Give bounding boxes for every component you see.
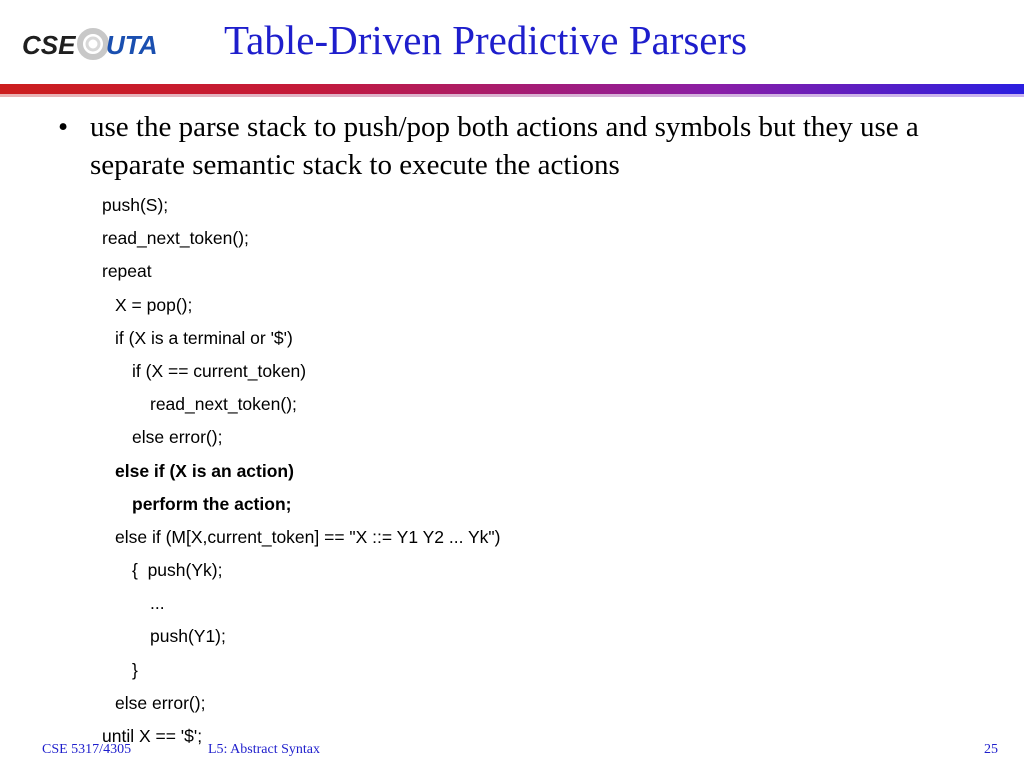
code-line: repeat <box>102 261 152 282</box>
code-line: } <box>132 659 138 680</box>
code-block <box>102 189 1002 753</box>
code-line: read_next_token(); <box>102 228 249 249</box>
footer-course: CSE 5317/4305 <box>42 742 132 757</box>
code-line: else error(); <box>115 692 206 713</box>
bullet-marker: • <box>58 111 69 143</box>
code-line: ... <box>150 593 165 614</box>
code-line: push(S); <box>102 195 169 215</box>
code-line: else if (X is an action) <box>115 460 294 481</box>
bullet-text: use the parse stack to push/pop both actions and symbols but they use a separate semantic stack to execute the actions <box>90 111 919 181</box>
code-line: push(Y1); <box>150 626 226 647</box>
code-line: read_next_token(); <box>150 394 297 415</box>
slide-footer <box>0 738 1024 764</box>
code-line: if (X == current_token) <box>132 360 307 381</box>
code-line: else if (M[X,current_token] == "X ::= Y1 Y2 ... Yk") <box>115 526 501 547</box>
footer-page-number: 25 <box>984 742 998 757</box>
logo-cse-text: CSE <box>22 30 76 60</box>
code-line: else error(); <box>132 427 223 448</box>
footer-lecture: L5: Abstract Syntax <box>208 742 320 757</box>
logo-uta-text: UTA <box>106 30 158 60</box>
title-divider-shadow <box>0 94 1024 97</box>
slide-title: Table-Driven Predictive Parsers <box>224 17 748 63</box>
title-divider <box>0 84 1024 94</box>
code-line: X = pop(); <box>115 294 193 315</box>
code-line: until X == '$'; <box>102 726 203 746</box>
cse-uta-logo <box>22 22 162 68</box>
code-line: { push(Yk); <box>132 560 223 581</box>
code-line: perform the action; <box>132 493 292 514</box>
code-line: if (X is a terminal or '$') <box>115 327 293 348</box>
logo-ring-icon <box>76 22 110 66</box>
